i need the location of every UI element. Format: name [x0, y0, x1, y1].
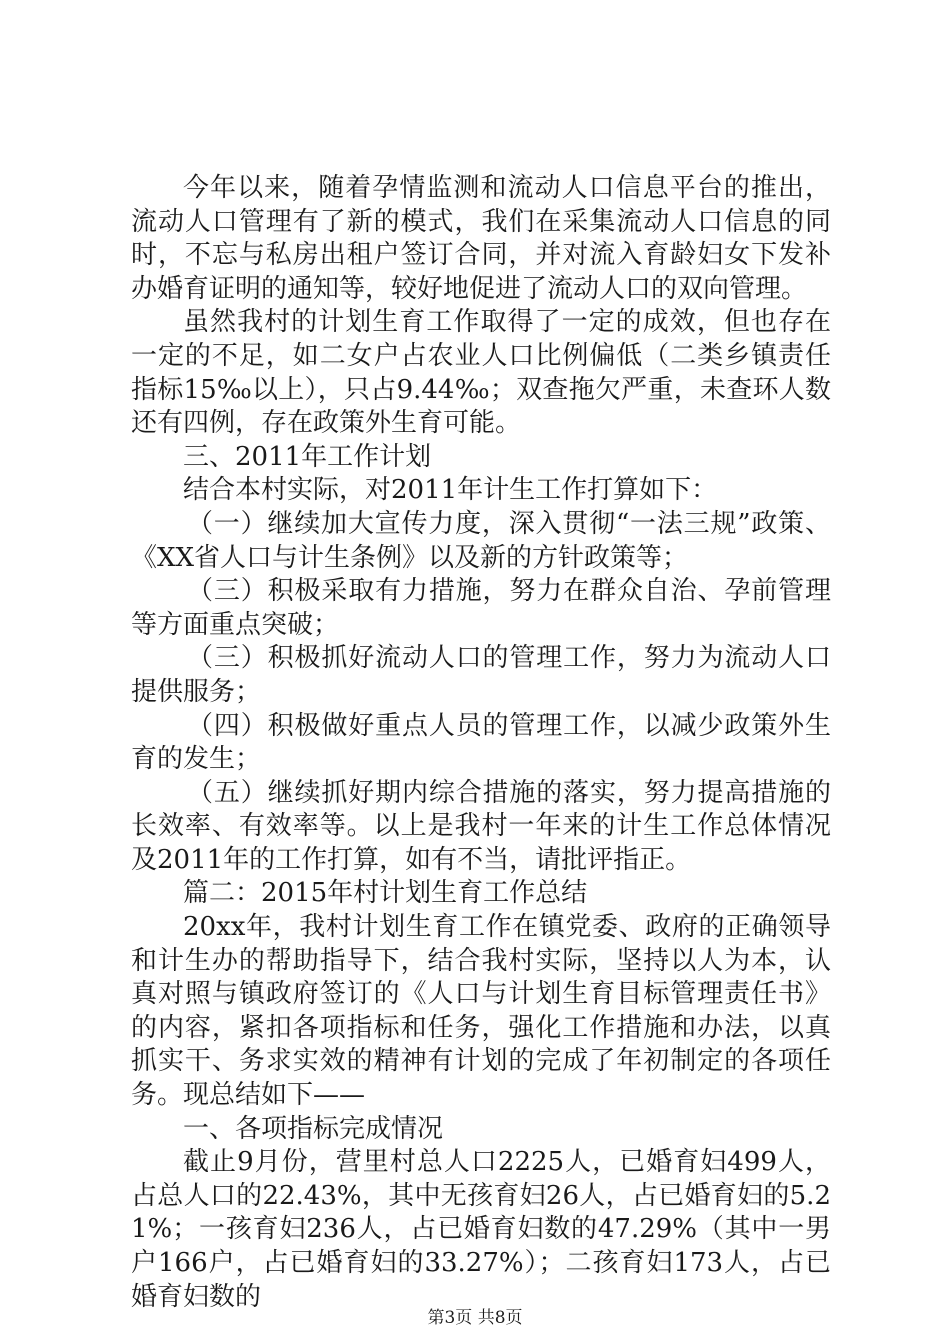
heading-2011-plan: 三、2011年工作计划 [183, 441, 432, 472]
plan-item-2: （三）积极采取有力措施，努力在群众自治、孕前管理等方面重点突破； [131, 576, 831, 640]
heading-part-two: 篇二：2015年村计划生育工作总结 [183, 878, 588, 909]
paragraph-indicators-data: 截止9月份，营里村总人口2225人，已婚育妇499人，占总人口的22.43%，其中无孩育妇26人，占已婚育妇的5.21%；一孩育妇236人，占已婚育妇数的47.29%（其中一男户166户，占已婚育妇的33.27%）；二孩育妇173人，占已婚育妇数的 [131, 1147, 831, 1312]
paragraph-floating-population: 今年以来，随着孕情监测和流动人口信息平台的推出，流动人口管理有了新的模式，我们在采集流动人口信息的同时，不忘与私房出租户签订合同，并对流入育龄妇女下发补办婚育证明的通知等，较好地促进了流动人口的双向管理。 [131, 173, 831, 304]
plan-item-4: （四）积极做好重点人员的管理工作，以减少政策外生育的发生； [131, 710, 831, 775]
plan-item-1: （一）继续加大宣传力度，深入贯彻“一法三规”政策、《XX省人口与计生条例》以及新的方针政策等； [131, 508, 831, 573]
document-body [131, 172, 831, 1314]
plan-item-5: （五）继续抓好期内综合措施的落实，努力提高措施的长效率、有效率等。以上是我村一年来的计生工作总体情况及2011年的工作打算，如有不当，请批评指正。 [131, 777, 831, 875]
plan-item-3: （三）积极抓好流动人口的管理工作，努力为流动人口提供服务； [131, 643, 831, 707]
page-number-footer: 第3页 共8页 [427, 1308, 523, 1328]
paragraph-shortcomings: 虽然我村的计划生育工作取得了一定的成效，但也存在一定的不足，如二女户占农业人口比例偏低（二类乡镇责任指标15‰以上），只占9.44‰；双查拖欠严重，未查环人数还有四例，存在政策外生育可能。 [131, 307, 831, 439]
paragraph-plan-intro: 结合本村实际，对2011年计生工作打算如下： [183, 475, 718, 506]
paragraph-summary-intro: 20xx年，我村计划生育工作在镇党委、政府的正确领导和计生办的帮助指导下，结合我村实际，坚持以人为本，认真对照与镇政府签订的《人口与计划生育目标管理责任书》的内容，紧扣各项指标和任务，强化工作措施和办法，以真抓实干、务求实效的精神有计划的完成了年初制定的各项任务。现总结如下—— [131, 912, 831, 1111]
heading-indicators: 一、各项指标完成情况 [183, 1113, 444, 1144]
